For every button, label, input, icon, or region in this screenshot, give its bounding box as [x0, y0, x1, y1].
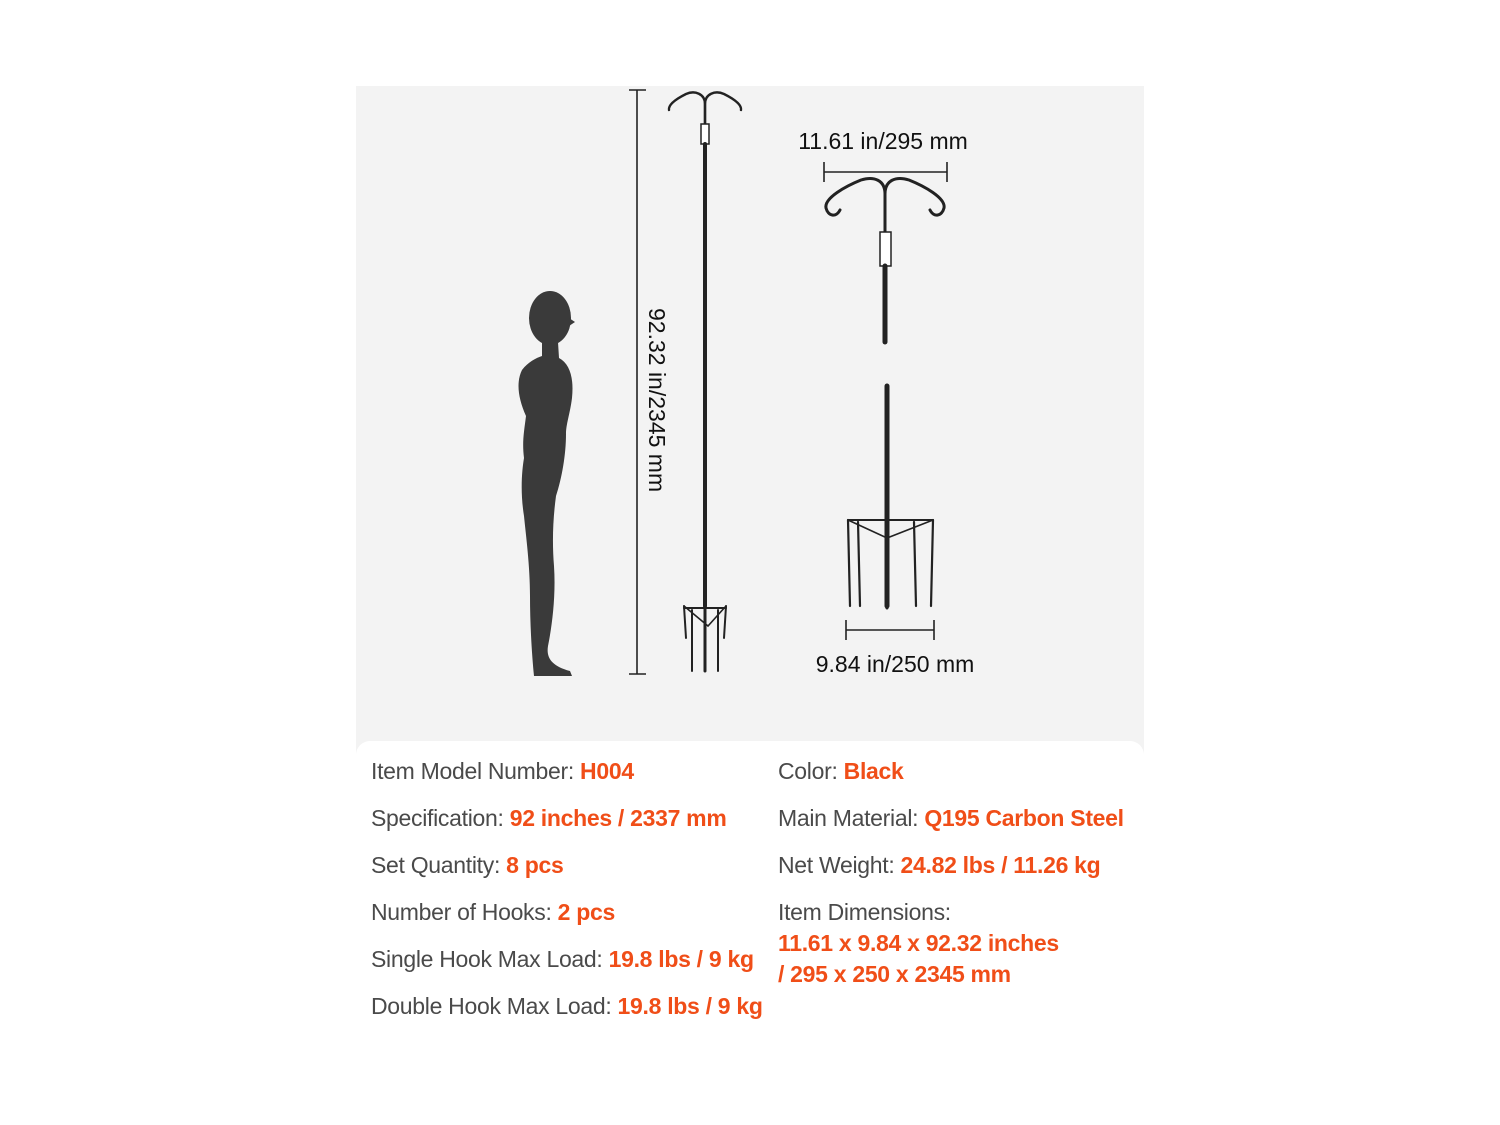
base-width-dimension-line — [846, 620, 934, 640]
product-card — [356, 86, 1144, 1039]
spec-main-material: Main Material: Q195 Carbon Steel — [778, 805, 1124, 831]
base-closeup — [848, 386, 933, 608]
hook-closeup — [826, 179, 944, 342]
spec-item-dimensions-label: Item Dimensions: — [778, 899, 951, 925]
spec-item-dimensions — [778, 897, 1059, 990]
hook-width-dimension-line — [824, 162, 947, 182]
product-dimension-diagram — [356, 86, 1144, 746]
spec-item-dimensions-metric: / 295 x 250 x 2345 mm — [778, 961, 1011, 987]
spec-number-of-hooks: Number of Hooks: 2 pcs — [371, 899, 615, 925]
spec-model-number: Item Model Number: H004 — [371, 758, 634, 784]
human-silhouette — [519, 291, 575, 676]
spec-specification: Specification: 92 inches / 2337 mm — [371, 805, 727, 831]
spec-double-hook-load: Double Hook Max Load: 19.8 lbs / 9 kg — [371, 993, 763, 1019]
height-dimension-label: 92.32 in/2345 mm — [644, 308, 670, 493]
spec-table — [356, 741, 1144, 1039]
shepherd-hook-full — [669, 92, 741, 671]
spec-set-quantity: Set Quantity: 8 pcs — [371, 852, 564, 878]
spec-color: Color: Black — [778, 758, 904, 784]
spec-single-hook-load: Single Hook Max Load: 19.8 lbs / 9 kg — [371, 946, 754, 972]
base-width-label: 9.84 in/250 mm — [815, 651, 975, 677]
hook-width-label: 11.61 in/295 mm — [798, 128, 968, 154]
height-dimension-line — [629, 90, 646, 674]
spec-net-weight: Net Weight: 24.82 lbs / 11.26 kg — [778, 852, 1101, 878]
spec-item-dimensions-imperial: 11.61 x 9.84 x 92.32 inches — [778, 930, 1059, 956]
